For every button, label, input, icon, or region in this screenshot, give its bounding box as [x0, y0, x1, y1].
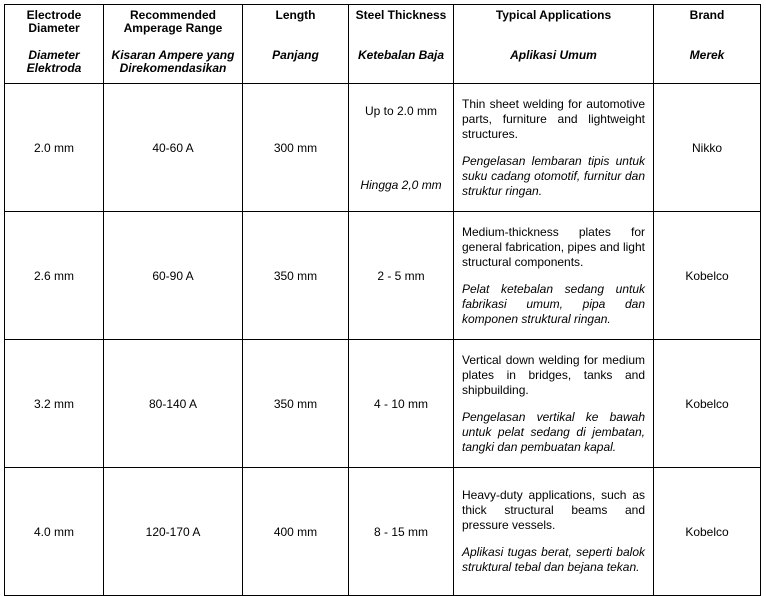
cell-length: 350 mm — [243, 340, 349, 468]
cell-thickness: 2 - 5 mm — [349, 212, 454, 340]
cell-brand: Kobelco — [654, 340, 761, 468]
application-id: Pengelasan vertikal ke bawah untuk pelat sedang di jembatan, tangki dan pembuatan kapal. — [462, 409, 645, 454]
header-length: Length Panjang — [243, 5, 349, 84]
table-row — [5, 468, 761, 596]
table-row — [5, 340, 761, 468]
table-row — [5, 212, 761, 340]
application-en: Vertical down welding for medium plates in bridges, tanks and shipbuilding. — [462, 352, 645, 397]
cell-application — [454, 84, 654, 212]
cell-amperage: 40-60 A — [104, 84, 243, 212]
cell-thickness — [349, 84, 454, 212]
cell-diameter: 2.0 mm — [5, 84, 104, 212]
cell-brand: Kobelco — [654, 468, 761, 596]
application-id: Pelat ketebalan sedang untuk fabrikasi umum, pipa dan komponen struktural ringan. — [462, 281, 645, 326]
header-row — [5, 5, 761, 84]
cell-length: 350 mm — [243, 212, 349, 340]
cell-diameter: 3.2 mm — [5, 340, 104, 468]
cell-thickness: 4 - 10 mm — [349, 340, 454, 468]
cell-application — [454, 340, 654, 468]
header-applications: Typical Applications Aplikasi Umum — [454, 5, 654, 84]
cell-thickness: 8 - 15 mm — [349, 468, 454, 596]
thickness-en: Up to 2.0 mm — [364, 103, 438, 118]
cell-brand: Nikko — [654, 84, 761, 212]
cell-diameter: 2.6 mm — [5, 212, 104, 340]
electrode-spec-table — [4, 4, 761, 596]
cell-amperage: 60-90 A — [104, 212, 243, 340]
header-brand: Brand Merek — [654, 5, 761, 84]
cell-length: 400 mm — [243, 468, 349, 596]
table-row — [5, 84, 761, 212]
application-id: Aplikasi tugas berat, seperti balok struktural tebal dan bejana tekan. — [462, 545, 645, 574]
cell-application — [454, 468, 654, 596]
application-en: Thin sheet welding for automotive parts, furniture and lightweight structures. — [462, 96, 645, 141]
cell-brand: Kobelco — [654, 212, 761, 340]
cell-length: 300 mm — [243, 84, 349, 212]
thickness-id: Hingga 2,0 mm — [360, 177, 442, 192]
application-en: Heavy-duty applications, such as thick structural beams and pressure vessels. — [462, 488, 645, 532]
cell-diameter: 4.0 mm — [5, 468, 104, 596]
header-thickness: Steel Thickness Ketebalan Baja — [349, 5, 454, 84]
cell-amperage: 120-170 A — [104, 468, 243, 596]
application-en: Medium-thickness plates for general fabrication, pipes and light structural components. — [462, 224, 645, 269]
cell-application — [454, 212, 654, 340]
application-id: Pengelasan lembaran tipis untuk suku cadang otomotif, furnitur dan struktur ringan. — [462, 153, 645, 198]
header-diameter: Electrode Diameter Diameter Elektroda — [5, 5, 104, 84]
header-amperage: Recommended Amperage Range Kisaran Ampere yang Direkomendasikan — [104, 5, 243, 84]
cell-amperage: 80-140 A — [104, 340, 243, 468]
